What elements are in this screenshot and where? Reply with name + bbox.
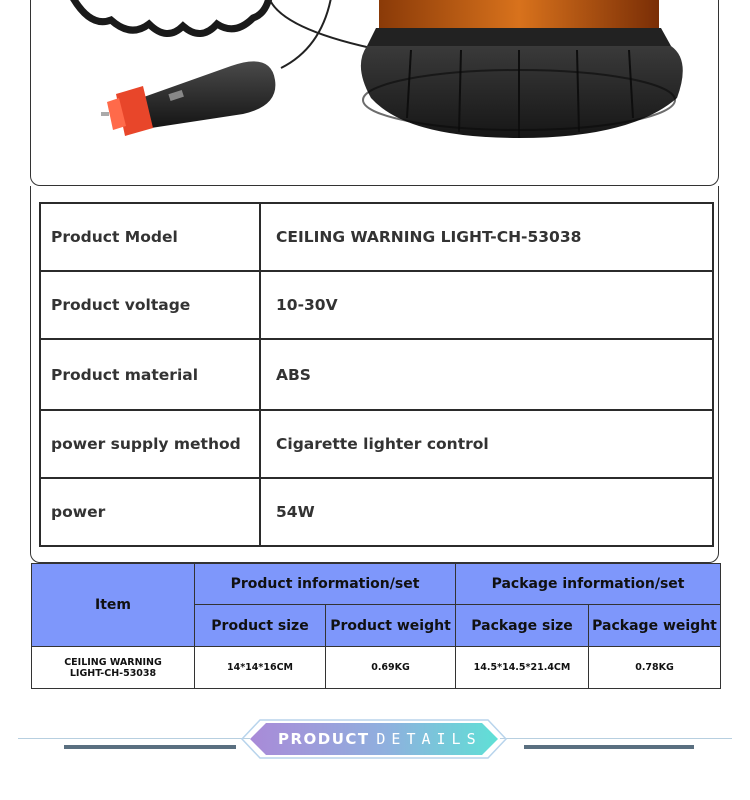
- package-weight-value: 0.78KG: [589, 647, 721, 689]
- section-banner: [0, 710, 750, 770]
- table-row: [40, 339, 713, 410]
- package-size-value: 14.5*14.5*21.4CM: [456, 647, 589, 689]
- product-group-header: Product information/set: [195, 564, 456, 605]
- product-weight-header: Product weight: [326, 605, 456, 647]
- spec-label: Product voltage: [40, 271, 260, 339]
- spec-value: Cigarette lighter control: [260, 410, 713, 478]
- banner-line-left: [64, 745, 236, 749]
- item-model-cell: [32, 647, 195, 689]
- banner-thin-line-right: [500, 738, 732, 739]
- banner-word-2: DETAILS: [376, 730, 482, 748]
- spec-value: CEILING WARNING LIGHT-CH-53038: [260, 203, 713, 271]
- product-size-header: Product size: [195, 605, 326, 647]
- spec-label: Product Model: [40, 203, 260, 271]
- banner-word-1: PRODUCT: [278, 730, 370, 748]
- banner-thin-line-left: [18, 738, 250, 739]
- spec-card: [30, 186, 719, 563]
- spec-value: 10-30V: [260, 271, 713, 339]
- spec-value: ABS: [260, 339, 713, 410]
- spec-label: Product material: [40, 339, 260, 410]
- package-size-header: Package size: [456, 605, 589, 647]
- table-row: [40, 410, 713, 478]
- product-photo: [31, 0, 719, 186]
- table-row: [32, 647, 721, 689]
- package-weight-header: Package weight: [589, 605, 721, 647]
- cigarette-lighter-plug: [101, 61, 275, 136]
- product-size-value: 14*14*16CM: [195, 647, 326, 689]
- item-model-line2: LIGHT-CH-53038: [69, 667, 157, 679]
- table-row: [40, 478, 713, 546]
- spec-label: power: [40, 478, 260, 546]
- spec-label: power supply method: [40, 410, 260, 478]
- table-row: [40, 271, 713, 339]
- table-header-row: [32, 564, 721, 605]
- coiled-cable: [73, 0, 269, 34]
- product-weight-value: 0.69KG: [326, 647, 456, 689]
- item-model-line1: CEILING WARNING: [64, 656, 162, 668]
- product-photo-card: [30, 0, 719, 186]
- beacon-light: [361, 0, 683, 138]
- banner-line-right: [524, 745, 694, 749]
- table-row: [40, 203, 713, 271]
- spec-table: [39, 202, 714, 547]
- info-table: [31, 563, 721, 689]
- item-header: Item: [32, 564, 195, 647]
- banner-title: [278, 724, 482, 754]
- package-group-header: Package information/set: [456, 564, 721, 605]
- spec-value: 54W: [260, 478, 713, 546]
